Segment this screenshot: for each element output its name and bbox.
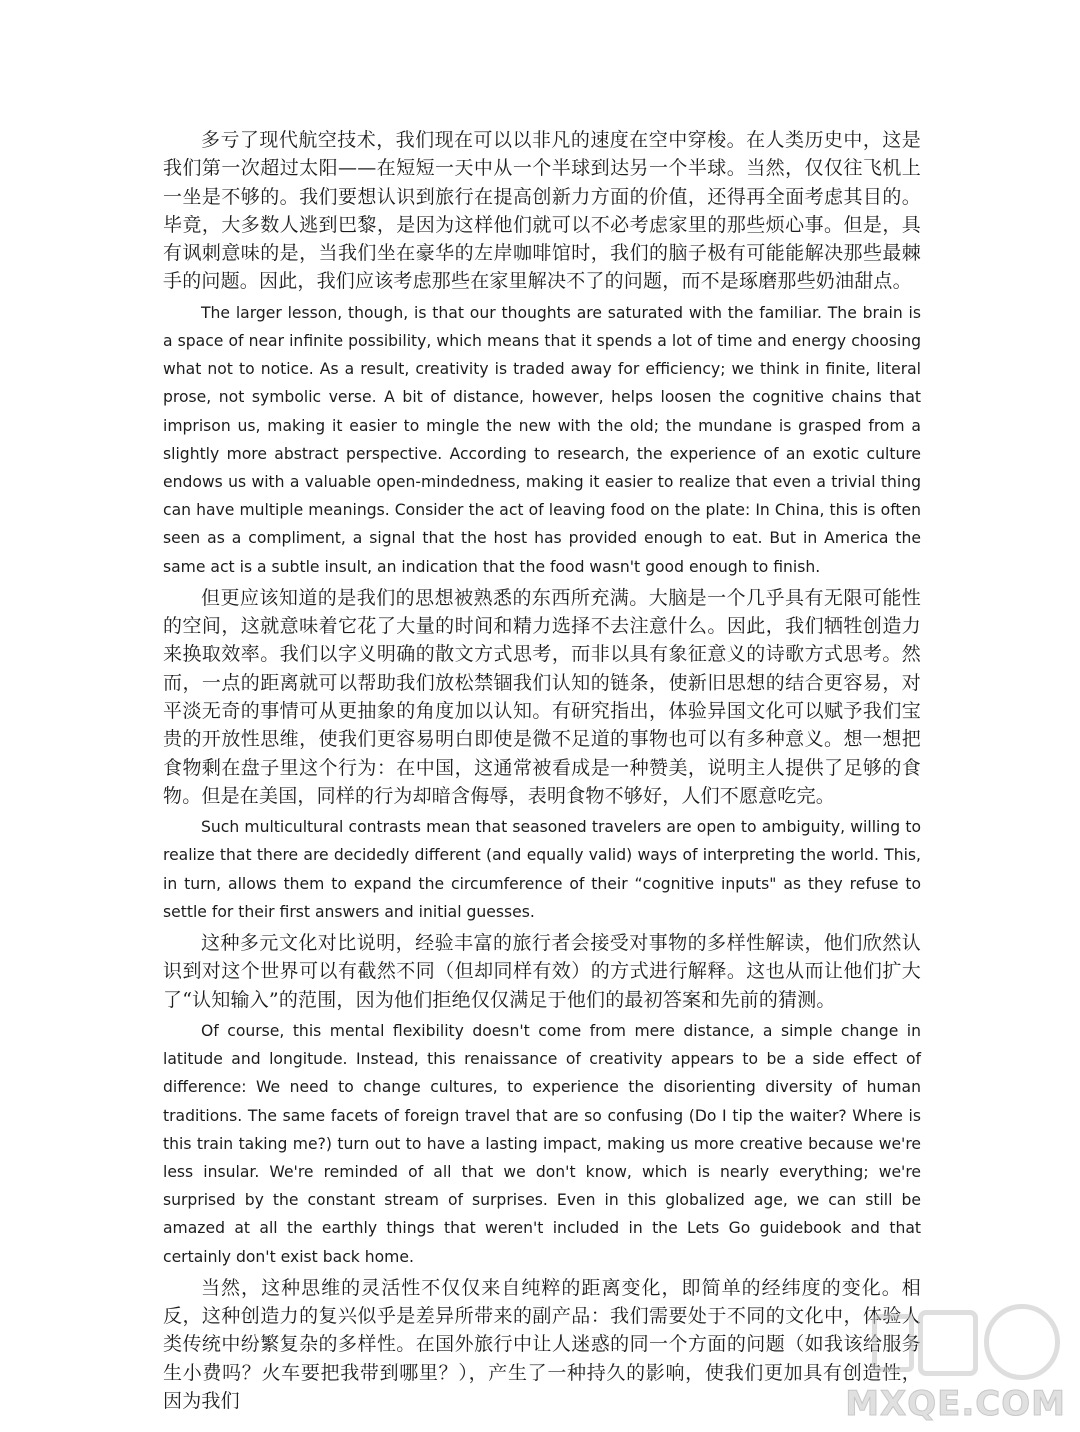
document-body	[163, 126, 921, 1412]
paragraph-zh-1: 多亏了现代航空技术，我们现在可以以非凡的速度在空中穿梭。在人类历史中，这是我们第一次超过太阳——在短短一天中从一个半球到达另一个半球。当然，仅仅往飞机上一坐是不够的。我们要想认识到旅行在提高创新力方面的价值，还得再全面考虑其目的。毕竟，大多数人逃到巴黎，是因为这样他们就可以不必考虑家里的那些烦心事。但是，具有讽刺意味的是，当我们坐在豪华的左岸咖啡馆时，我们的脑子极有可能能解决那些最棘手的问题。因此，我们应该考虑那些在家里解决不了的问题，而不是琢磨那些奶油甜点。	[163, 129, 921, 293]
watermark-glyph-1	[872, 1314, 914, 1372]
paragraph-en-1: The larger lesson, though, is that our thoughts are saturated with the familiar. The brain is a space of near infinite possibility, which means that it spends a lot of time and energy choosing what not to notice. As a result, creativity is traded away for efficiency; we think in finite, literal prose, not symbolic verse. A bit of distance, however, helps loosen the cognitive chains that imprison us, making it easier to mingle the new with the old; the mundane is grasped from a slightly more abstract perspective. According to research, the experience of an exotic culture endows us with a valuable open-mindedness, making it easier to realize that even a trivial thing can have multiple meanings. Consider the act of leaving food on the plate: In China, this is often seen as a compliment, a signal that the host has provided enough to eat. But in America the same act is a subtle insult, an indication that the food wasn't good enough to finish.	[163, 303, 921, 576]
paragraph-zh-4: 当然，这种思维的灵活性不仅仅来自纯粹的距离变化，即简单的经纬度的变化。相反，这种创造力的复兴似乎是差异所带来的副产品：我们需要处于不同的文化中，体验人类传统中纷繁复杂的多样性。在国外旅行中让人迷惑的同一个方面的问题（如我该给服务生小费吗？火车要把我带到哪里？），产生了一种持久的影响，使我们更加具有创造性，因为我们	[163, 1276, 921, 1412]
watermark-text: MXQE.COM	[845, 1384, 1066, 1424]
watermark-logo	[845, 1316, 1074, 1426]
paragraph-en-2: Such multicultural contrasts mean that seasoned travelers are open to ambiguity, willing to realize that there are decidedly different (and equally valid) ways of interpreting the world. This, in turn, allows them to expand the circumference of their “cognitive inputs" as they refuse to settle for their first answers and initial guesses.	[163, 818, 921, 921]
watermark-glyph-2	[918, 1310, 978, 1376]
paragraph-en-3: Of course, this mental flexibility doesn't come from mere distance, a simple change in latitude and longitude. Instead, this renaissance of creativity appears to be a side effect of difference: We need to change cultures, to experience the disorienting diversity of human traditions. The same facets of foreign travel that are so confusing (Do I tip the waiter? Where is this train taking me?) turn out to have a lasting impact, making us more creative because we're less insular. We're reminded of all that we don't know, which is nearly everything; we're surprised by the constant stream of surprises. Even in this globalized age, we can still be amazed at all the earthly things that weren't included in the Lets Go guidebook and that certainly don't exist back home.	[163, 1021, 921, 1266]
paragraph-zh-3: 这种多元文化对比说明，经验丰富的旅行者会接受对事物的多样性解读，他们欣然认识到对这个世界可以有截然不同（但却同样有效）的方式进行解释。这也从而让他们扩大了“认知输入”的范围，因为他们拒绝仅仅满足于他们的最初答案和先前的猜测。	[163, 932, 921, 1011]
paragraph-zh-2: 但更应该知道的是我们的思想被熟悉的东西所充满。大脑是一个几乎具有无限可能性的空间，这就意味着它花了大量的时间和精力选择不去注意什么。因此，我们牺牲创造力来换取效率。我们以字义明确的散文方式思考，而非以具有象征意义的诗歌方式思考。然而，一点的距离就可以帮助我们放松禁锢我们认知的链条，使新旧思想的结合更容易，对平淡无奇的事情可从更抽象的角度加以认知。有研究指出，体验异国文化可以赋予我们宝贵的开放性思维，使我们更容易明白即使是微不足道的事物也可以有多种意义。想一想把食物剩在盘子里这个行为：在中国，这通常被看成是一种赞美，说明主人提供了足够的食物。但是在美国，同样的行为却暗含侮辱，表明食物不够好，人们不愿意吃完。	[163, 586, 921, 807]
watermark-circle-icon	[984, 1304, 1060, 1380]
